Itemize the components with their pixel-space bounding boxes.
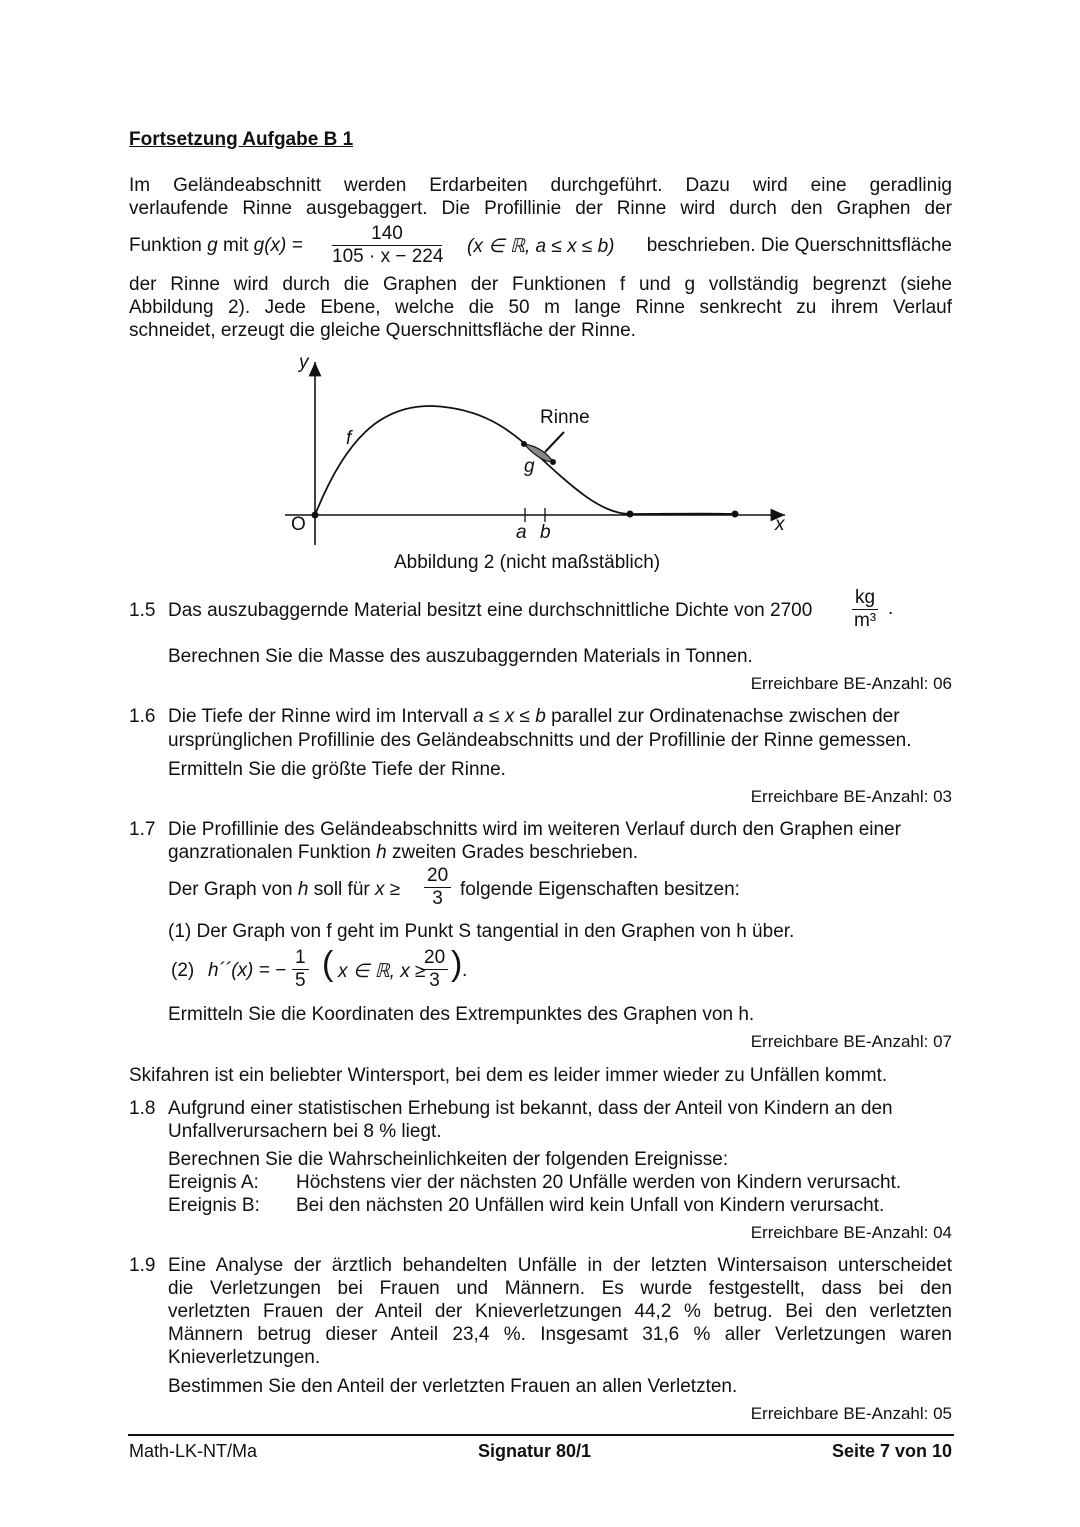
density-unit-num: kg [852,587,878,610]
extremum-point [732,511,739,518]
g-formula-fraction [332,223,443,268]
property-2-num: 1 [292,947,309,970]
task-1-7-condition [168,879,400,901]
task-1-9-line-1: Eine Analyse der ärztlich behandelten Unfälle in der letzten Wintersaison unterscheidet [168,1255,952,1276]
footer-center: Signatur 80/1 [478,1441,592,1461]
cond-fraction-den: 3 [432,888,443,909]
task-1-5-text: Das auszubaggernde Material besitzt eine durchschnittliche Dichte von 2700 [168,600,813,621]
event-b-text: Bei den nächsten 20 Unfällen wird kein Unfall von Kindern verursacht. [296,1195,885,1216]
property-1: (1) Der Graph von f geht im Punkt S tangential in den Graphen von h über. [168,921,795,942]
task-1-9-line-3: verletzten Frauen der Anteil der Knieverletzungen 44,2 % betrug. Bei den verletzten [168,1301,952,1322]
task-1-7-line-2 [168,842,638,864]
cond-fraction-num: 20 [424,865,451,888]
density-unit-den: m³ [853,610,877,631]
section-heading: Fortsetzung Aufgabe B 1 [129,129,354,150]
task-1-7-be: Erreichbare BE-Anzahl: 07 [750,1032,952,1051]
event-a-text: Höchstens vier der nächsten 20 Unfälle werden von Kindern verursacht. [296,1172,902,1193]
footer-left: Math-LK-NT/Ma [129,1441,258,1461]
cond-h: h [297,879,309,900]
task-1-6-line-1 [168,706,952,728]
intro-func-name: g [207,235,218,256]
task-1-8-be: Erreichbare BE-Anzahl: 04 [750,1223,952,1242]
figure-graph [280,350,800,550]
task-1-9-number: 1.9 [129,1255,156,1276]
task-1-6-interval: a ≤ x ≤ b [473,706,546,727]
property-2-paren-open: ( [322,945,334,983]
point-a-on-f [521,441,527,447]
task-1-6-instruction: Ermitteln Sie die größte Tiefe der Rinne. [168,759,506,780]
task-1-8-instruction: Berechnen Sie die Wahrscheinlichkeiten der folgenden Ereignisse: [168,1149,729,1170]
task-1-7-line-2-b: zweiten Grades beschrieben. [391,842,639,863]
x-axis-label: x [775,514,785,535]
rinne-pointer [545,432,564,452]
task-1-6-line-2: ursprünglichen Profillinie des Geländeabschnitts und der Profillinie der Rinne gemessen. [168,730,912,751]
g-denominator: 105 · x − 224 [332,246,444,267]
task-1-8-number: 1.8 [129,1098,156,1119]
intro-line-5: Abbildung 2). Jede Ebene, welche die 50 m lange Rinne senkrecht zu ihrem Verlauf [129,297,952,318]
task-1-7-number: 1.7 [129,819,156,840]
task-1-5-be: Erreichbare BE-Anzahl: 06 [750,674,952,693]
task-1-6-text-b: parallel zur Ordinatenachse zwischen der [551,706,900,727]
origin-label: O [291,514,306,535]
property-2-domain-num: 20 [421,947,448,970]
zero-point [627,511,634,518]
property-2-tail: . [462,960,468,981]
intro-mit-word: mit [223,235,249,256]
b-label: b [540,522,551,543]
density-unit [852,587,878,632]
a-label: a [516,522,527,543]
task-1-5-instruction: Berechnen Sie die Masse des auszubaggernden Materials in Tonnen. [168,646,753,667]
intro-line-6: schneidet, erzeugt die gleiche Querschnittsfläche der Rinne. [129,320,636,341]
task-1-9-be: Erreichbare BE-Anzahl: 05 [750,1404,952,1423]
cond-text-c: folgende Eigenschaften besitzen: [460,879,740,900]
task-1-6-number: 1.6 [129,706,156,727]
ski-intro: Skifahren ist ein beliebter Wintersport, bei dem es leider immer wieder zu Unfällen kommt. [129,1065,888,1086]
task-1-9-line-2: die Verletzungen bei Frauen und Männern. Es wurde festgestellt, dass bei den [168,1278,952,1299]
intro-line-1: Im Geländeabschnitt werden Erdarbeiten durchgeführt. Dazu wird eine geradlinig [129,175,952,196]
intro-line-3 [129,223,952,273]
g-label: g [524,456,535,477]
intro-funktion-word: Funktion [129,235,202,256]
cond-text-a: Der Graph von [168,879,293,900]
f-label: f [346,428,352,449]
task-1-7-line-1: Die Profillinie des Geländeabschnitts wird im weiteren Verlauf durch den Graphen einer [168,819,901,840]
property-2-label: (2) [171,960,195,981]
g-formula-lhs: g(x) = [253,235,303,256]
task-1-9-line-5: Knieverletzungen. [168,1347,321,1368]
task-1-9-line-4: Männern betrug dieser Anteil 23,4 %. Insgesamt 31,6 % aller Verletzungen waren [168,1324,952,1345]
task-1-7-line-2-a: ganzrationalen Funktion [168,842,371,863]
property-2-paren-close: ) [451,945,463,983]
property-2-fraction [292,947,309,992]
cond-x: x ≥ [375,879,401,900]
footer-right: Seite 7 von 10 [831,1441,952,1461]
property-2-domain: x ∈ ℝ, x ≥ [338,961,426,982]
task-1-9-instruction: Bestimmen Sie den Anteil der verletzten Frauen an allen Verletzten. [168,1376,738,1397]
intro-line-3-suffix: beschrieben. Die Querschnittsfläche [646,235,952,256]
property-2-lhs: h´´(x) = − [208,960,287,981]
task-1-6-be: Erreichbare BE-Anzahl: 03 [750,787,952,806]
task-1-7-instruction: Ermitteln Sie die Koordinaten des Extrempunktes des Graphen von h. [168,1004,755,1025]
task-1-5-number: 1.5 [129,600,156,621]
origin-point [312,512,319,519]
task-1-5-tail: . [888,598,894,619]
g-numerator: 140 [332,223,442,246]
event-b-label: Ereignis B: [168,1195,260,1216]
property-2-den: 5 [295,970,306,991]
cond-text-b: soll für [313,879,370,900]
footer-rule [128,1434,954,1436]
task-1-7-line-2-h: h [376,842,387,863]
point-b-on-f [550,459,556,465]
property-2-domain-fraction [421,947,448,992]
event-a-label: Ereignis A: [168,1172,259,1193]
property-2-domain-den: 3 [429,970,440,991]
task-1-6-text-a: Die Tiefe der Rinne wird im Intervall [168,706,468,727]
task-1-8-line-1: Aufgrund einer statistischen Erhebung ist bekannt, dass der Anteil von Kindern an den [168,1098,893,1119]
figure-caption: Abbildung 2 (nicht maßstäblich) [394,552,661,573]
g-domain: (x ∈ ℝ, a ≤ x ≤ b) [467,236,615,257]
y-axis-label: y [299,352,309,373]
intro-line-2: verlaufende Rinne ausgebaggert. Die Profillinie der Rinne wird durch den Graphen der [129,198,952,219]
intro-line-4: der Rinne wird durch die Graphen der Funktionen f und g vollständig begrenzt (siehe [129,274,952,295]
task-1-8-line-2: Unfallverursachern bei 8 % liegt. [168,1121,442,1142]
rinne-label: Rinne [540,407,590,428]
cond-fraction [424,865,451,910]
